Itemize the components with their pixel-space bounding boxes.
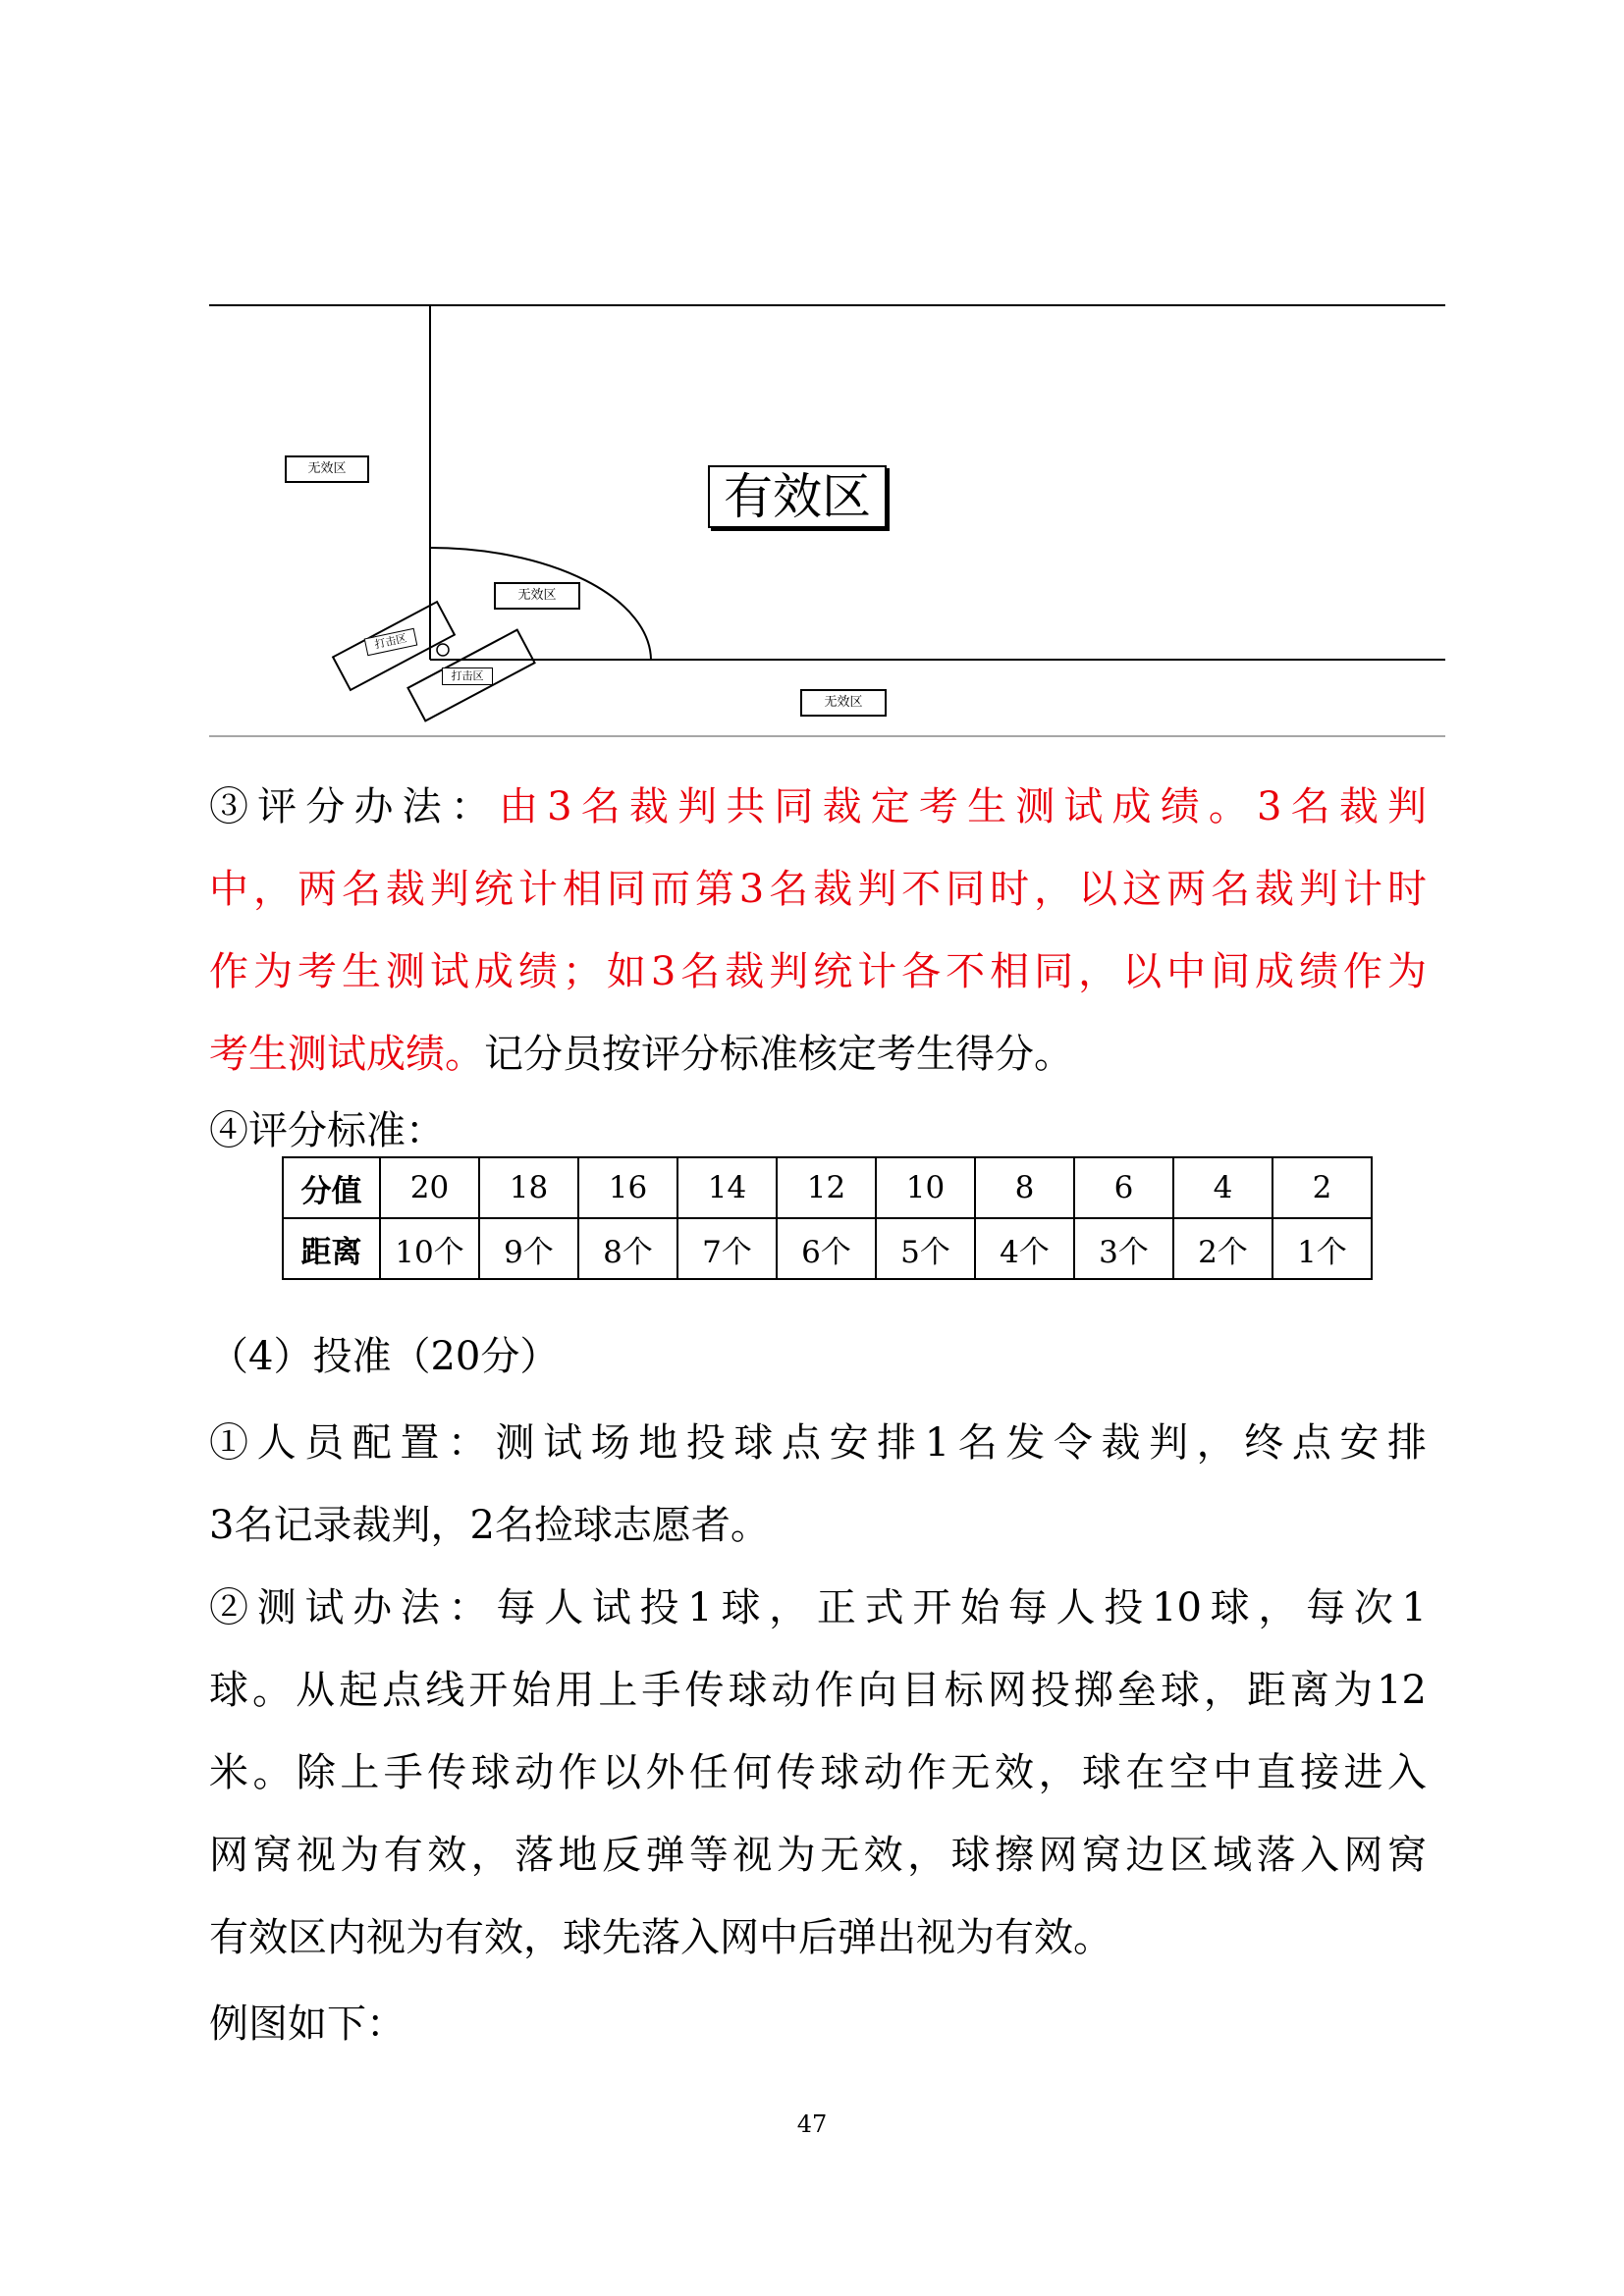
score-cell: 18 [479,1157,578,1218]
distance-cell: 1个 [1272,1218,1372,1279]
example-figure-caption: 例图如下： [209,2002,406,2047]
score-cell: 2 [1272,1157,1372,1218]
distance-cell: 8个 [578,1218,677,1279]
test-method-line-1: ②测试办法：每人试投1球，正式开始每人投10球，每次1 [209,1585,1427,1630]
distance-cell: 10个 [380,1218,479,1279]
invalid-zone-label-left: 无效区 [285,455,369,483]
distance-row [283,1218,1372,1279]
score-cell: 20 [380,1157,479,1218]
invalid-zone-label-inner: 无效区 [494,582,580,610]
distance-cell: 2个 [1173,1218,1272,1279]
field-diagram [0,0,1624,746]
field-lines [0,0,1624,746]
score-cell: 8 [975,1157,1074,1218]
page-number: 47 [796,2110,828,2138]
test-method-line-4: 网窝视为有效，落地反弹等视为无效，球擦网窝边区域落入网窝 [209,1833,1427,1878]
score-row [283,1157,1372,1218]
distance-header: 距离 [283,1218,380,1279]
score-cell: 12 [777,1157,876,1218]
distance-cell: 7个 [677,1218,777,1279]
batting-box-right-label: 打击区 [442,667,493,685]
score-cell: 4 [1173,1157,1272,1218]
test-method-line-2: 球。从起点线开始用上手传球动作向目标网投掷垒球，距离为12 [209,1668,1427,1713]
distance-cell: 3个 [1074,1218,1173,1279]
score-cell: 10 [876,1157,975,1218]
staffing-line-2: 3名记录裁判，2名捡球志愿者。 [209,1503,770,1548]
distance-cell: 6个 [777,1218,876,1279]
section-heading-accuracy: （4）投准（20分） [209,1334,560,1379]
batting-box-left-label: 打击区 [364,628,418,656]
scoring-method-line-1: ③评分办法：由3名裁判共同裁定考生测试成绩。3名裁判 [209,784,1427,829]
distance-cell: 5个 [876,1218,975,1279]
distance-cell: 9个 [479,1218,578,1279]
scoring-method-line-3: 作为考生测试成绩；如3名裁判统计各不相同，以中间成绩作为 [209,949,1427,994]
test-method-line-5: 有效区内视为有效，球先落入网中后弹出视为有效。 [209,1915,1112,1960]
staffing-line-1: ①人员配置：测试场地投球点安排1名发令裁判，终点安排 [209,1420,1427,1466]
scoring-standard-heading: ④评分标准： [209,1108,445,1153]
invalid-zone-label-bottom: 无效区 [800,689,887,717]
score-header: 分值 [283,1157,380,1218]
score-cell: 16 [578,1157,677,1218]
score-cell: 14 [677,1157,777,1218]
test-method-line-3: 米。除上手传球动作以外任何传球动作无效，球在空中直接进入 [209,1750,1427,1795]
valid-zone-label: 有效区 [708,465,887,528]
home-plate-circle [437,644,449,656]
scoring-method-line-2: 中，两名裁判统计相同而第3名裁判不同时，以这两名裁判计时 [209,867,1427,912]
scoring-method-line-4: 考生测试成绩。记分员按评分标准核定考生得分。 [209,1032,1073,1077]
scoring-table [282,1156,1373,1280]
score-cell: 6 [1074,1157,1173,1218]
distance-cell: 4个 [975,1218,1074,1279]
